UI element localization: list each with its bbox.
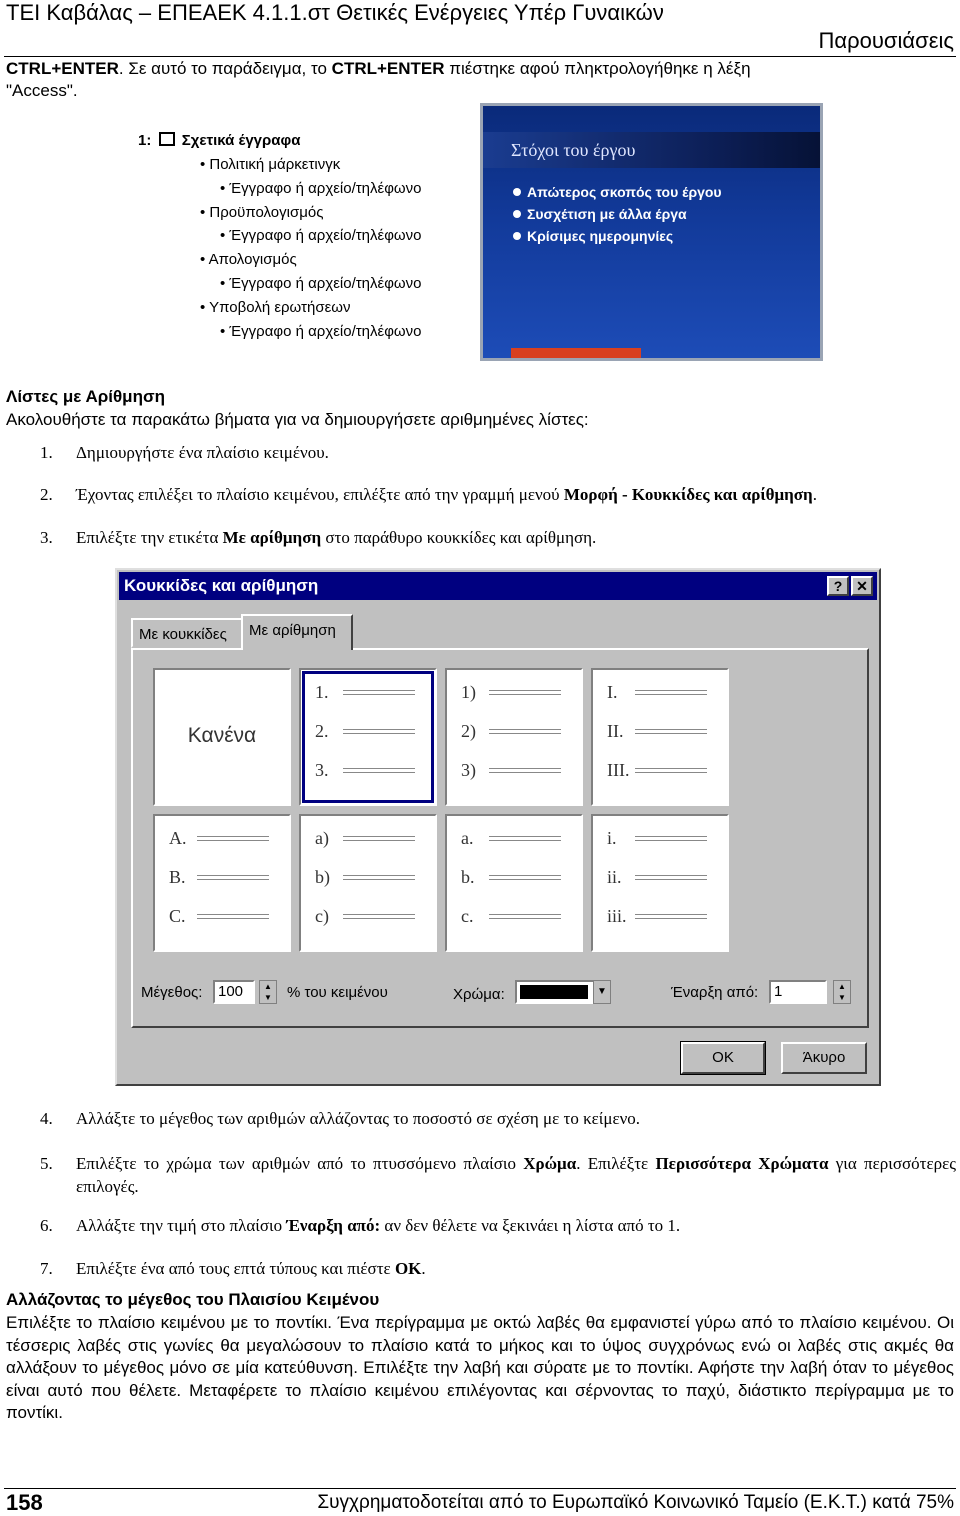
option-text-line	[635, 729, 707, 730]
numbering-option[interactable]	[153, 814, 291, 952]
header-subtitle: Παρουσιάσεις	[818, 28, 954, 53]
option-text-line	[489, 875, 561, 876]
outline-item-text: Προϋπολογισμός	[209, 203, 324, 221]
cancel-button[interactable]: Άκυρο	[781, 1042, 867, 1074]
color-label: Χρώμα:	[453, 986, 505, 1003]
option-marker: 2)	[461, 721, 476, 741]
option-text-line	[635, 914, 707, 915]
outline-item	[200, 204, 323, 221]
footer-text: Συγχρηματοδοτείται από το Ευρωπαϊκό Κοινωνικό Ταμείο (Ε.Κ.Τ.) κατά 75%	[317, 1492, 954, 1513]
outline-header	[138, 132, 300, 149]
size-label: Μέγεθος:	[141, 984, 203, 1001]
intro-key-2: CTRL+ENTER	[331, 59, 445, 78]
outline-item-text: Έγγραφο ή αρχείο/τηλέφωνο	[229, 322, 422, 340]
option-marker: iii.	[607, 906, 627, 926]
footer-divider	[4, 1488, 956, 1489]
bullet-icon: •	[200, 203, 210, 221]
slide-bullet: Κρίσιμες ημερομηνίες	[513, 228, 673, 244]
option-marker: 1.	[315, 682, 329, 702]
outline-item	[200, 156, 340, 173]
list-item: 2. Έχοντας επιλέξει το πλαίσιο κειμένου, επιλέξτε από την γραμμή μενού Μορφή - Κουκκίδες και αρίθμηση.	[40, 485, 817, 504]
page-number: 158	[6, 1490, 43, 1515]
list-item: 5. Επιλέξτε το χρώμα των αριθμών από το πτυσσόμενο πλαίσιο Χρώμα. Επιλέξτε Περισσότερα Χρώματα για περισσότερες επιλογές.	[40, 1154, 956, 1196]
option-text-line	[489, 836, 561, 837]
bullet-icon: •	[200, 298, 210, 316]
close-button[interactable]: ✕	[851, 576, 873, 596]
option-text-line	[197, 914, 269, 915]
outline-item-text: Απολογισμός	[208, 251, 297, 269]
slide-title: Στόχοι του έργου	[511, 140, 636, 160]
size-input[interactable]: 100	[213, 980, 255, 1004]
intro-line2: "Access".	[6, 81, 78, 100]
option-text-line	[343, 875, 415, 876]
option-marker: 3)	[461, 760, 476, 780]
slide-bullet: Συσχέτιση με άλλα έργα	[513, 206, 687, 222]
option-text-line	[343, 836, 415, 837]
intro-key-1: CTRL+ENTER	[6, 59, 119, 78]
option-marker: c.	[461, 906, 474, 926]
outline-item-text: Έγγραφο ή αρχείο/τηλέφωνο	[229, 275, 422, 292]
option-marker: 2.	[315, 721, 329, 741]
bullet-dot-icon	[513, 232, 521, 240]
slide-bullet: Απώτερος σκοπός του έργου	[513, 184, 722, 200]
section-intro: Ακολουθήστε τα παρακάτω βήματα για να δημιουργήσετε αριθμημένες λίστες:	[6, 410, 589, 429]
bullet-icon: •	[220, 227, 230, 245]
list-item: 1. Δημιουργήστε ένα πλαίσιο κειμένου.	[40, 443, 329, 462]
option-marker: I.	[607, 682, 618, 702]
option-none-label: Κανένα	[187, 724, 257, 747]
numbering-option[interactable]	[591, 814, 729, 952]
start-spinner[interactable]: ▲ ▼	[833, 980, 851, 1004]
intro-mid: . Σε αυτό το παράδειγμα, το	[118, 59, 332, 78]
outline-number: 1:	[138, 132, 152, 149]
size-spinner[interactable]: ▲ ▼	[259, 980, 277, 1004]
outline-item	[200, 251, 297, 268]
outline-item	[220, 227, 421, 244]
outline-item	[220, 323, 421, 340]
option-marker: c)	[315, 906, 329, 926]
option-text-line	[635, 768, 707, 769]
bullet-icon: •	[200, 251, 209, 269]
outline-item-text: Έγγραφο ή αρχείο/τηλέφωνο	[229, 179, 422, 197]
bullet-icon: •	[220, 179, 230, 197]
option-text-line	[489, 768, 561, 769]
outline-item-text: Υποβολή ερωτήσεων	[209, 298, 351, 316]
option-text-line	[343, 690, 415, 691]
option-text-line	[197, 836, 269, 837]
tab-numbered[interactable]: Με αρίθμηση	[241, 614, 353, 650]
option-marker: B.	[169, 867, 186, 887]
option-marker: 3.	[315, 760, 329, 780]
header-divider	[4, 56, 956, 57]
dialog-title: Κουκκίδες και αρίθμηση	[124, 576, 319, 595]
option-marker: a)	[315, 828, 329, 848]
option-text-line	[343, 729, 415, 730]
dialog-titlebar[interactable]	[119, 572, 877, 600]
numbering-option[interactable]	[445, 814, 583, 952]
section-heading: Αλλάζοντας το μέγεθος του Πλαισίου Κειμένου	[6, 1290, 380, 1309]
bullet-dot-icon	[513, 210, 521, 218]
option-text-line	[343, 914, 415, 915]
option-text-line	[489, 729, 561, 730]
intro-end: πιέστηκε αφού πληκτρολογήθηκε η λέξη	[444, 59, 751, 78]
start-input[interactable]: 1	[769, 980, 827, 1004]
option-text-line	[343, 768, 415, 769]
option-marker: b)	[315, 867, 330, 887]
color-swatch	[520, 985, 588, 999]
slide-accent-bar	[511, 348, 641, 358]
bullets-numbering-dialog	[115, 568, 881, 1086]
list-item: 6. Αλλάξτε την τιμή στο πλαίσιο Έναρξη από: αν δεν θέλετε να ξεκινάει η λίστα από το 1.	[40, 1216, 681, 1235]
option-marker: A.	[169, 828, 187, 848]
outline-item	[220, 275, 421, 292]
list-item: 3. Επιλέξτε την ετικέτα Με αρίθμηση στο παράθυρο κουκκίδες και αρίθμηση.	[40, 528, 597, 547]
list-item: 4. Αλλάξτε το μέγεθος των αριθμών αλλάζοντας το ποσοστό σε σχέση με το κείμενο.	[40, 1109, 641, 1128]
option-marker: III.	[607, 760, 630, 780]
option-marker: b.	[461, 867, 475, 887]
chevron-down-icon[interactable]: ▼	[593, 980, 611, 1004]
bullet-dot-icon	[513, 188, 521, 196]
start-label: Έναρξη από:	[671, 984, 759, 1001]
slide-preview	[480, 103, 823, 361]
numbering-option[interactable]	[445, 668, 583, 806]
bullet-icon: •	[200, 156, 210, 173]
intro-paragraph	[6, 58, 954, 80]
outline-image	[138, 130, 468, 345]
numbering-option[interactable]	[591, 668, 729, 806]
section-body: Επιλέξτε το πλαίσιο κειμένου με το ποντίκι. Ένα περίγραμμα με οκτώ λαβές θα εμφανιστεί γύρω από το πλαίσιο κειμένου. Οι τέσσερις λαβές στις γωνίες θα μεγαλώσουν το πλαίσιο κατά το μήκος και το ύψος συγχρόνως ενώ οι λαβές στις ακμές θα αλλάξουν το μέγεθος μόνο σε μία κατεύθυνση. Επιλέξτε την λαβή και σύρατε με το ποντίκι. Αφήστε την λαβή όταν το μέγεθος είναι αυτό που θέλετε. Μεταφέρετε το πλαίσιο κειμένου επιλέγοντας και σέρνοντας το παχύ, διάστικτο περίγραμμα με το ποντίκι.	[6, 1313, 954, 1423]
tab-bulleted[interactable]: Με κουκκίδες	[131, 618, 243, 648]
option-text-line	[489, 914, 561, 915]
outline-item	[200, 299, 350, 316]
option-text-line	[635, 875, 707, 876]
outline-item-text: Πολιτική μάρκετινγκ	[209, 156, 341, 173]
outline-slide-icon	[159, 132, 175, 146]
size-suffix: % του κειμένου	[287, 984, 388, 1001]
bullet-icon: •	[220, 275, 230, 292]
section-heading: Λίστες με Αρίθμηση	[6, 387, 165, 406]
option-text-line	[635, 836, 707, 837]
numbering-option[interactable]	[299, 814, 437, 952]
option-text-line	[197, 875, 269, 876]
option-marker: a.	[461, 828, 474, 848]
list-item: 7. Επιλέξτε ένα από τους επτά τύπους και πιέστε OK.	[40, 1259, 426, 1278]
option-marker: i.	[607, 828, 617, 848]
option-text-line	[635, 690, 707, 691]
numbering-option[interactable]	[299, 668, 437, 806]
bullet-icon: •	[220, 322, 230, 340]
header-title: ΤΕΙ Καβάλας – ΕΠΕΑΕΚ 4.1.1.στ Θετικές Ενέργειες Υπέρ Γυναικών	[6, 0, 664, 25]
help-button[interactable]: ?	[827, 576, 849, 596]
numbering-option-none[interactable]	[153, 668, 291, 806]
outline-title: Σχετικά έγγραφα	[181, 132, 301, 149]
ok-button[interactable]: OK	[681, 1042, 765, 1074]
option-marker: II.	[607, 721, 624, 741]
option-marker: 1)	[461, 682, 476, 702]
option-text-line	[489, 690, 561, 691]
outline-item	[220, 180, 421, 197]
outline-item-text: Έγγραφο ή αρχείο/τηλέφωνο	[229, 227, 422, 245]
option-marker: ii.	[607, 867, 622, 887]
option-marker: C.	[169, 906, 186, 926]
